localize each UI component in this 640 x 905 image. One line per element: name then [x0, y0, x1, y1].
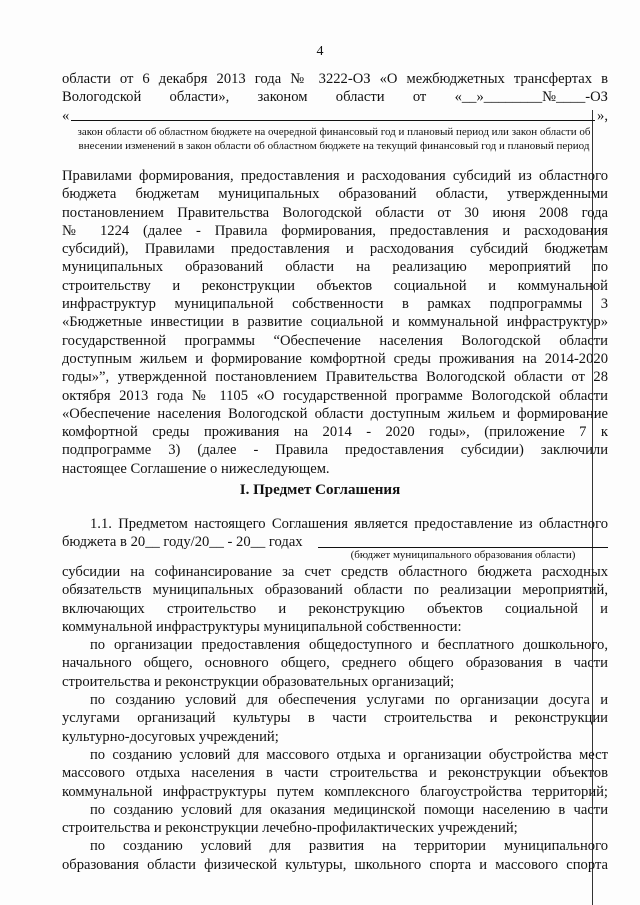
paragraph-1 — [62, 167, 608, 478]
text-line: государственной программы “Обеспечение населения Вологодской области — [62, 332, 608, 349]
text-line: комфортной среды проживания на 2014 - 2020 годы», (приложение 7 к — [62, 424, 608, 441]
list-item: услугами организаций культуры в части строительства и реконструкции — [62, 710, 608, 727]
list-item: по организации предоставления общедоступного и бесплатного дошкольного, — [90, 637, 608, 654]
text-line: подпрограмме 3) (далее - Правила предоставления субсидии) заключили — [62, 442, 608, 459]
close-quote: », — [597, 107, 608, 124]
page-number: 4 — [316, 44, 324, 59]
list-item: начального общего, основного общего, среднего общего образования в части — [62, 655, 608, 672]
top-line-1: области от 6 декабря 2013 года № 3222-ОЗ «О межбюджетных трансфертах в — [62, 71, 608, 87]
list-item: по созданию условий для обеспечения услугами по организации досуга и — [90, 692, 608, 709]
text-line: строительству и реконструкции объектов социальной и коммунальной — [62, 277, 608, 294]
text-line: бюджета бюджетам муниципальных образований области, утвержденными — [62, 186, 608, 203]
list-item: строительства и реконструкции лечебно-профилактических учреждений; — [62, 820, 518, 837]
list-item: образования области физической культуры, школьного спорта и массового спорта — [62, 856, 608, 873]
text-line: субсидии на софинансирование за счет средств областного бюджета расходных — [62, 564, 608, 580]
text-line: бюджета в 20__ году/20__ - 20__ годах — [62, 534, 303, 551]
open-quote: « — [62, 107, 70, 124]
top-line-2 — [62, 88, 608, 106]
text-line: «Обеспечение населения Вологодской области доступным жильем и формирование — [62, 405, 608, 422]
intro-lines — [62, 70, 608, 125]
list-item: по созданию условий для оказания медицинской помощи населению в части — [90, 801, 608, 818]
text-line: настоящее Соглашение о нижеследующем. — [62, 460, 330, 477]
blank-line — [71, 107, 595, 121]
budget-note: (бюджет муниципального образования области) — [318, 547, 608, 562]
top-line-2-word: области», — [169, 89, 230, 106]
list-item: по созданию условий для развития на территории муниципального — [90, 838, 608, 855]
text-line: № 1224 (далее - Правила формирования, предоставления и расходования — [62, 222, 608, 239]
text-line: постановлением Правительства Вологодской области от 30 июня 2008 года — [62, 204, 608, 221]
law-note: закон области об областном бюджете на очередной финансовый год и плановый период или закон области об внесении изменений в закон области об областном бюджете на текущий финансовый год и плановый период — [77, 126, 591, 152]
text-line: доступным жильем и формирование комфортной среды проживания на 2014-2020 — [62, 350, 608, 367]
top-line-2-word: от — [412, 89, 427, 106]
text-line: коммунальной инфраструктуры муниципальной собственности: — [62, 618, 462, 635]
text-line: субсидий), Правилами предоставления и расходования субсидий бюджетам — [62, 241, 608, 258]
top-line-2-word: законом — [257, 89, 308, 106]
text-line: октября 2013 года № 1105 «О государственной программе Вологодской области — [62, 387, 608, 404]
top-line-2-word: Вологодской — [62, 89, 142, 106]
section-heading: I. Предмет Соглашения — [239, 482, 401, 498]
top-line-2-word: области — [335, 89, 385, 106]
text-line: инфраструктур муниципальной собственности в рамках подпрограммы 3 — [62, 296, 608, 313]
top-line-3 — [62, 107, 608, 125]
text-line: Правилами формирования, предоставления и расходования субсидий из областного — [62, 168, 608, 184]
list-item: культурно-досуговых учреждений; — [62, 728, 279, 745]
text-line: обязательств муниципальных образований области по реализации мероприятий, — [62, 582, 608, 599]
list-item: массового отдыха населения в части строительства и реконструкции объектов — [62, 765, 608, 782]
list-item: по созданию условий для массового отдыха и организации обустройства мест — [90, 746, 608, 763]
text-line: «Бюджетные инвестиции в развитие социальной и коммунальной инфраструктур» — [62, 314, 608, 331]
top-line-2-word: «__»________№____-ОЗ — [454, 89, 608, 106]
text-line: 1.1. Предметом настоящего Соглашения является предоставление из областного — [90, 516, 608, 532]
list-item: строительства и реконструкции образовательных организаций; — [62, 673, 455, 690]
text-line: годы»”, утвержденной постановлением Правительства Вологодской области от 28 — [62, 369, 608, 386]
text-line: включающих строительство и реконструкцию объектов социальной и — [62, 600, 608, 617]
list-item: коммунальной инфраструктуры путем комплексного благоустройства территорий; — [62, 783, 608, 800]
paragraph-2 — [62, 563, 608, 874]
text-line: муниципальных образований области на реализацию мероприятий по — [62, 259, 608, 276]
